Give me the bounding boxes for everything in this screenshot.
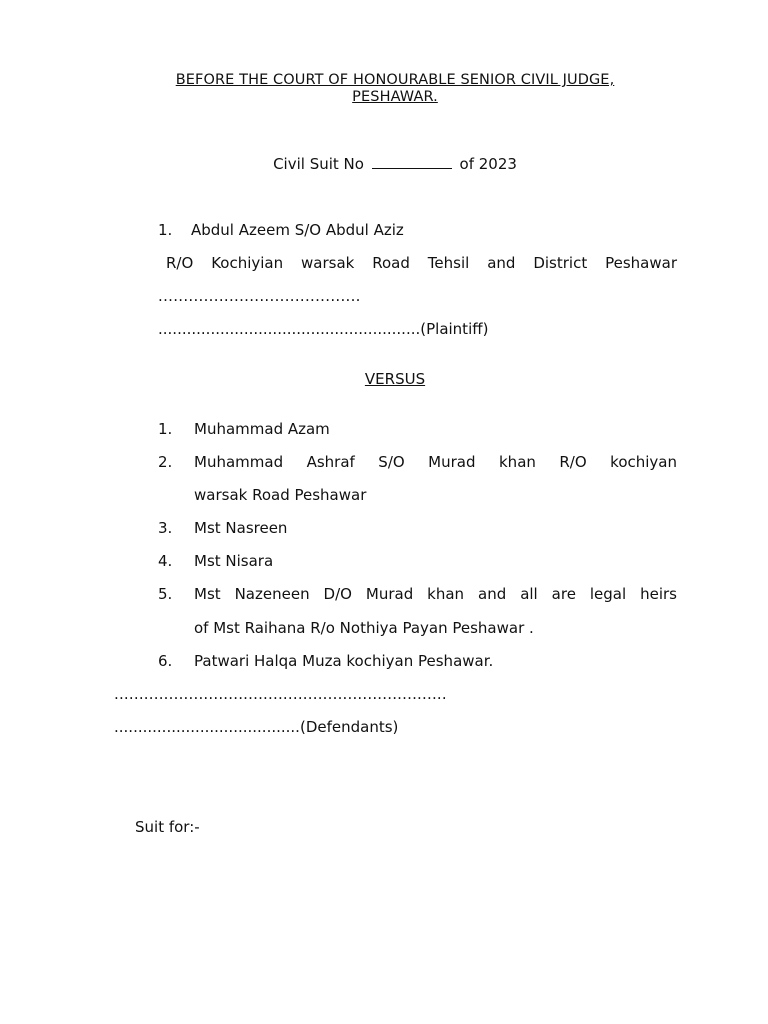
civil-suit-prefix: Civil Suit No xyxy=(273,155,364,173)
defendants-dots-2: ....................................... xyxy=(114,718,300,736)
plaintiff-dots-line xyxy=(158,320,488,338)
civil-suit-line xyxy=(0,155,768,173)
defendant-text: Muhammad Azam xyxy=(194,420,330,438)
defendant-text: Patwari Halqa Muza kochiyan Peshawar. xyxy=(194,652,494,670)
plaintiff-name: Abdul Azeem S/O Abdul Aziz xyxy=(191,221,404,239)
defendants-label: (Defendants) xyxy=(299,718,399,736)
versus-heading: VERSUS xyxy=(364,370,426,388)
court-heading-line1: BEFORE THE COURT OF HONOURABLE SENIOR CIVIL JUDGE, xyxy=(175,72,615,88)
defendant-number: 6. xyxy=(158,652,173,670)
defendant-number: 5. xyxy=(158,585,173,603)
plaintiff-number: 1. xyxy=(158,221,173,239)
defendant-number: 2. xyxy=(158,453,173,471)
defendant-text-continued: warsak Road Peshawar xyxy=(194,486,367,504)
suit-for-label: Suit for:- xyxy=(135,818,200,836)
plaintiff-address: R/O Kochiyian warsak Road Tehsil and District Peshawar xyxy=(166,254,677,272)
defendant-text: Muhammad Ashraf S/O Murad khan R/O kochiyan xyxy=(194,453,677,471)
defendants-dots-line xyxy=(114,718,398,736)
defendant-number: 4. xyxy=(158,552,173,570)
defendant-text: Mst Nisara xyxy=(194,552,274,570)
defendant-text: Mst Nazeneen D/O Murad khan and all are legal heirs xyxy=(194,585,677,603)
defendant-text: Mst Nasreen xyxy=(194,519,288,537)
court-heading-line2: PESHAWAR. xyxy=(352,89,438,105)
defendant-text-continued: of Mst Raihana R/o Nothiya Payan Peshawar . xyxy=(194,619,534,637)
defendants-dots-1: ................................................................... xyxy=(114,685,447,703)
plaintiff-label: (Plaintiff) xyxy=(420,320,489,338)
defendant-number: 1. xyxy=(158,420,173,438)
plaintiff-dots-2: ....................................................... xyxy=(158,320,421,338)
civil-suit-suffix: of 2023 xyxy=(459,155,517,173)
suit-number-blank xyxy=(372,156,452,169)
plaintiff-dots-1: ........................................ xyxy=(158,287,361,305)
defendant-number: 3. xyxy=(158,519,173,537)
